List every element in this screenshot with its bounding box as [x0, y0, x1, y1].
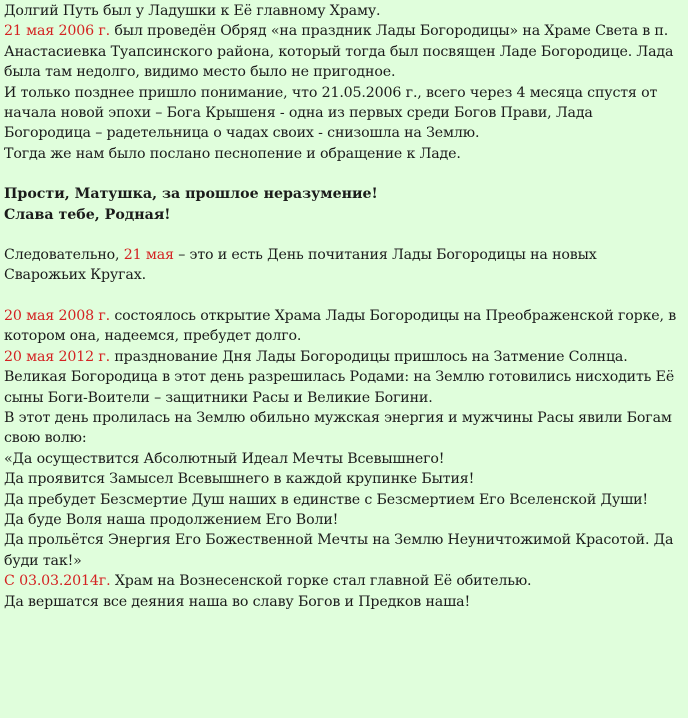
prayer-line: Да проявится Замысел Всевышнего в каждой крупинке Бытия!: [4, 471, 475, 488]
paragraph-text: Храм на Вознесенской горке стал главной Её обителью.: [110, 573, 532, 590]
paragraph-2012-eclipse: [4, 347, 682, 408]
paragraph-song: [4, 144, 682, 164]
paragraph-text: – это и есть День почитания Лады Богородицы на новых Сварожьих Кругах.: [4, 247, 597, 284]
paragraph-text: Тогда же нам было послано песнопение и обращение к Ладе.: [4, 145, 461, 162]
paragraph-2006-ritual: [4, 21, 682, 82]
paragraph-text: празднование Дня Лады Богородицы пришлось на Затмение Солнца. Великая Богородица в этот день разрешилась Родами: на Землю готовились нисходить Её сыны Боги-Воители – защитники Расы и Великие Богини.: [4, 348, 675, 406]
paragraph-text: был проведён Обряд «на праздник Лады Богородицы» на Храме Света в п. Анастасиевка Туапсинского района, который тогда был посвящен Ладе Богородице. Лада была там недолго, видимо место было не пригодное.: [4, 23, 674, 81]
paragraph-holiday: [4, 245, 682, 286]
date-highlight: 21 мая: [123, 247, 174, 264]
paragraph-text: Следовательно,: [4, 247, 124, 264]
exclamation-line: Слава тебе, Родная!: [4, 206, 171, 223]
paragraph-text: И только позднее пришло понимание, что 21.05.2006 г., всего через 4 месяца спустя от начала новой эпохи – Бога Крышеня - одна из первых среди Богов Прави, Лада Богородица – радетельница о чадах своих - снизошла на Землю.: [4, 84, 658, 142]
prayer-block: [4, 449, 682, 571]
prayer-line: Да буде Воля наша продолжением Его Воли!: [4, 511, 339, 528]
closing-line: [4, 592, 682, 612]
exclamation-line: Прости, Матушка, за прошлое неразумение!: [4, 186, 378, 203]
paragraph-2014-abode: [4, 571, 682, 591]
prayer-line: Да прольётся Энергия Его Божественной Мечты на Землю Неуничтожимой Красотой. Да буди так!»: [4, 532, 674, 569]
prayer-line: Да пребудет Безсмертие Душ наших в единстве с Безсмертием Его Вселенской Души!: [4, 491, 648, 508]
date-highlight: 21 мая 2006 г.: [4, 23, 110, 40]
paragraph-understanding: [4, 83, 682, 144]
paragraph-2008-temple: [4, 306, 682, 347]
intro-text: Долгий Путь был у Ладушки к Её главному Храму.: [4, 3, 381, 19]
paragraph-text: В этот день пролилась на Землю обильно мужская энергия и мужчины Расы явили Богам свою волю:: [4, 409, 672, 447]
intro-line: [4, 1, 682, 21]
paragraph-will: [4, 408, 682, 449]
prayer-line: «Да осуществится Абсолютный Идеал Мечты Всевышнего!: [4, 450, 445, 467]
paragraph-text: Да вершатся все деяния наша во славу Богов и Предков наша!: [4, 593, 470, 610]
date-highlight: 20 мая 2008 г.: [4, 307, 110, 324]
paragraph-text: состоялось открытие Храма Лады Богородицы на Преображенской горке, в котором она, надеемся, пребудет долго.: [4, 307, 677, 345]
spacer: [4, 286, 682, 306]
date-highlight: 20 мая 2012 г.: [4, 348, 110, 365]
date-highlight: С 03.03.2014г.: [4, 573, 111, 590]
exclamation-block: [4, 184, 682, 225]
spacer: [4, 225, 682, 245]
spacer: [4, 164, 682, 184]
